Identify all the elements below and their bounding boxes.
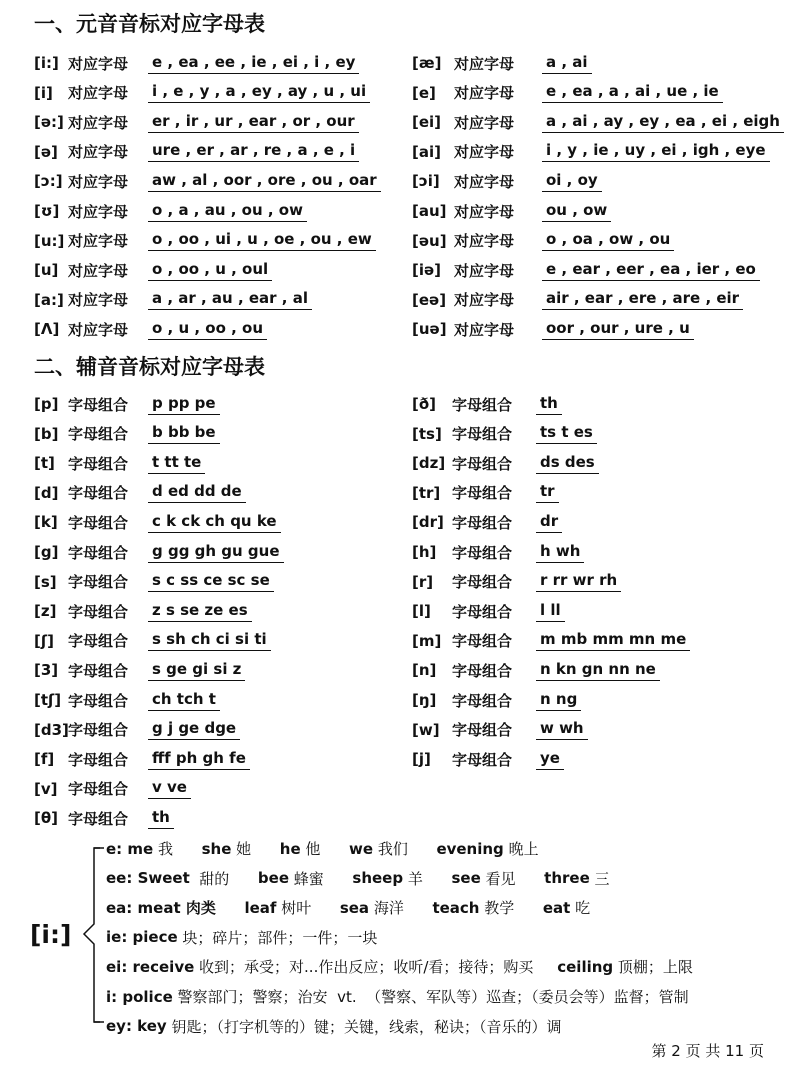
vowel-left-row xyxy=(34,167,381,195)
label: 字母组合 xyxy=(452,513,513,532)
example-word: ey: key xyxy=(106,1017,167,1036)
example-word: e: me xyxy=(106,839,154,858)
example-brace xyxy=(70,836,110,1036)
label: 对应字母 xyxy=(68,172,129,191)
phoneme: [p] xyxy=(34,395,59,413)
example-word: ei: receive xyxy=(106,957,195,976)
letter-combos: n ng xyxy=(536,690,581,711)
letter-combos: o , a , au , ou , ow xyxy=(148,201,307,222)
phoneme: [u] xyxy=(34,261,59,280)
example-meaning: 树叶 xyxy=(276,899,340,918)
example-word: ie: piece xyxy=(106,928,178,947)
example-word: leaf xyxy=(244,898,277,917)
label: 对应字母 xyxy=(68,143,129,162)
example-meaning: 我们 xyxy=(373,840,437,858)
letter-combos: ds des xyxy=(536,453,599,474)
consonant-right-row xyxy=(412,656,660,684)
letter-combos: p pp pe xyxy=(148,394,220,415)
label: 字母组合 xyxy=(452,395,513,414)
label: 字母组合 xyxy=(452,573,513,592)
vowel-right-row xyxy=(412,315,694,343)
example-word: three xyxy=(544,869,590,888)
phoneme: [3] xyxy=(34,661,59,680)
letter-combos: air , ear , ere , are , eir xyxy=(542,289,743,310)
letter-combos: s sh ch ci si ti xyxy=(148,630,271,651)
label: 对应字母 xyxy=(68,202,129,221)
consonant-left-row xyxy=(34,538,284,566)
label: 对应字母 xyxy=(454,261,515,280)
letter-combos: w wh xyxy=(536,719,588,740)
phoneme: [au] xyxy=(412,202,447,220)
letter-combos: i , y , ie , uy , ei , igh , eye xyxy=(542,141,770,162)
vowel-right-row xyxy=(412,286,743,314)
letter-combos: c k ck ch qu ke xyxy=(148,512,281,533)
consonant-left-row xyxy=(34,420,220,448)
label: 对应字母 xyxy=(68,113,129,132)
consonant-left-row xyxy=(34,508,281,536)
phoneme: [a:] xyxy=(34,290,64,309)
phoneme: [tr] xyxy=(412,483,441,502)
vowel-right-row xyxy=(412,256,760,284)
phoneme: [z] xyxy=(34,602,57,621)
consonant-right-row xyxy=(412,686,581,714)
example-meaning xyxy=(216,899,245,917)
label: 字母组合 xyxy=(68,661,129,680)
label: 字母组合 xyxy=(68,573,129,592)
label: 字母组合 xyxy=(68,632,129,651)
phoneme: [θ] xyxy=(34,809,59,828)
letter-combos: ou , ow xyxy=(542,201,611,222)
label: 字母组合 xyxy=(68,809,129,828)
label: 对应字母 xyxy=(454,84,515,103)
phoneme: [ai] xyxy=(412,142,441,161)
vowel-right-row xyxy=(412,79,723,107)
example-meaning: 吃 xyxy=(570,899,591,918)
letter-combos: n kn gn nn ne xyxy=(536,660,660,681)
consonant-right-row xyxy=(412,449,599,477)
vowel-left-row xyxy=(34,286,312,314)
letter-combos: a , ai xyxy=(542,53,592,74)
vowel-left-row xyxy=(34,315,267,343)
example-meaning: 顶棚；上限 xyxy=(613,958,693,977)
label: 字母组合 xyxy=(68,780,129,799)
example-meaning: 她 xyxy=(231,840,280,858)
label: 字母组合 xyxy=(452,750,513,769)
example-meaning: 钥匙；（打字机等的）键；关键，线索，秘诀；（音乐的）调 xyxy=(166,1017,562,1036)
label: 字母组合 xyxy=(452,543,513,562)
letter-combos: fff ph gh fe xyxy=(148,749,250,770)
phoneme: [i:] xyxy=(34,54,59,72)
label: 字母组合 xyxy=(452,691,513,710)
phoneme: [j] xyxy=(412,750,431,769)
example-word: we xyxy=(349,839,374,858)
example-word: she xyxy=(201,839,232,858)
letter-combos: e , ea , a , ai , ue , ie xyxy=(542,82,723,103)
phoneme: [t] xyxy=(34,454,55,473)
phoneme: [Λ] xyxy=(34,320,60,339)
example-meaning: 甜的 xyxy=(189,869,258,888)
phoneme: [m] xyxy=(412,631,442,650)
example-line xyxy=(106,864,610,893)
letter-combos: th xyxy=(148,808,174,829)
example-line xyxy=(106,834,539,863)
letter-combos: dr xyxy=(536,512,562,533)
phoneme: [d3] xyxy=(34,720,69,739)
letter-combos: ye xyxy=(536,749,564,770)
letter-combos: o , oo , u , oul xyxy=(148,260,272,281)
label: 对应字母 xyxy=(454,113,515,132)
letter-combos: e , ea , ee , ie , ei , i , ey xyxy=(148,53,359,74)
consonant-left-row xyxy=(34,775,191,803)
letter-combos: tr xyxy=(536,482,559,503)
example-meaning: 教学 xyxy=(479,899,543,918)
label: 字母组合 xyxy=(68,454,129,473)
vowel-left-row xyxy=(34,197,307,225)
letter-combos: er , ir , ur , ear , or , our xyxy=(148,112,359,133)
vowel-right-row xyxy=(412,227,674,255)
phoneme: [b] xyxy=(34,424,59,443)
label: 对应字母 xyxy=(68,320,129,339)
phoneme: [v] xyxy=(34,779,58,798)
phoneme: [ɔi] xyxy=(412,172,440,191)
example-word: teach xyxy=(432,898,480,917)
example-meaning: 蜂蜜 xyxy=(289,869,353,888)
letter-combos: d ed dd de xyxy=(148,482,246,503)
label: 字母组合 xyxy=(68,513,129,532)
example-meaning: 我 xyxy=(153,840,202,858)
example-word: ceiling xyxy=(557,957,614,976)
letter-combos: oor , our , ure , u xyxy=(542,319,694,340)
phoneme: [ŋ] xyxy=(412,691,437,709)
vowel-left-row xyxy=(34,227,376,255)
letter-combos: m mb mm mn me xyxy=(536,630,690,651)
example-line xyxy=(106,893,590,922)
vowel-right-row xyxy=(412,138,770,166)
consonant-right-row xyxy=(412,479,559,507)
label: 字母组合 xyxy=(68,602,129,621)
label: 字母组合 xyxy=(452,454,513,473)
label: 对应字母 xyxy=(454,172,515,191)
label: 对应字母 xyxy=(454,320,515,339)
letter-combos: z s se ze es xyxy=(148,601,252,622)
consonant-right-row xyxy=(412,568,621,596)
phoneme: [n] xyxy=(412,661,437,680)
letter-combos: o , oo , ui , u , oe , ou , ew xyxy=(148,230,376,251)
section2-title: 二、辅音音标对应字母表 xyxy=(34,355,265,379)
label: 对应字母 xyxy=(454,202,515,221)
example-meaning: 三 xyxy=(589,869,610,888)
example-line xyxy=(106,952,693,981)
letter-combos: s c ss ce sc se xyxy=(148,571,274,592)
example-meaning: 羊 xyxy=(403,869,452,888)
label: 字母组合 xyxy=(452,602,513,621)
label: 字母组合 xyxy=(68,691,129,710)
letter-combos: th xyxy=(536,394,562,415)
example-line xyxy=(106,923,377,952)
example-word: sea xyxy=(339,898,370,917)
vowel-left-row xyxy=(34,138,359,166)
phoneme: [dz] xyxy=(412,454,446,473)
vowel-right-row xyxy=(412,108,784,136)
phoneme: [ð] xyxy=(412,395,437,413)
letter-combos: i , e , y , a , ey , ay , u , ui xyxy=(148,82,370,103)
label: 字母组合 xyxy=(68,750,129,769)
example-word: he xyxy=(279,839,301,858)
phoneme: [s] xyxy=(34,572,57,591)
label: 对应字母 xyxy=(68,54,129,73)
vowel-left-row xyxy=(34,49,359,77)
phoneme: [ei] xyxy=(412,113,442,132)
example-meaning: 警察部门；警察；治安 vt. （警察、军队等）巡查；（委员会等）监督；管制 xyxy=(172,988,689,1006)
label: 对应字母 xyxy=(68,291,129,310)
consonant-left-row xyxy=(34,716,240,744)
phoneme: [f] xyxy=(34,750,55,769)
example-word: ee: Sweet xyxy=(106,869,190,888)
consonant-left-row xyxy=(34,804,174,832)
consonant-right-row xyxy=(412,390,562,418)
phoneme: [h] xyxy=(412,543,437,561)
phoneme: [ə] xyxy=(34,142,58,161)
phoneme: [ʊ] xyxy=(34,202,60,220)
vowel-left-row xyxy=(34,256,272,284)
example-word: see xyxy=(451,869,481,888)
letter-combos: a , ar , au , ear , al xyxy=(148,289,312,310)
example-meaning: 他 xyxy=(300,840,350,858)
vowel-left-row xyxy=(34,108,359,136)
label: 字母组合 xyxy=(68,543,129,562)
label: 字母组合 xyxy=(452,661,513,680)
letter-combos: oi , oy xyxy=(542,171,602,192)
phoneme: [ts] xyxy=(412,424,442,443)
label: 字母组合 xyxy=(68,721,129,740)
phoneme: [k] xyxy=(34,513,58,532)
letter-combos: ch tch t xyxy=(148,690,220,711)
example-phoneme: [i:] xyxy=(30,920,72,949)
letter-combos: b bb be xyxy=(148,423,220,444)
consonant-left-row xyxy=(34,656,245,684)
phoneme: [d] xyxy=(34,483,59,502)
phoneme: [ʃ] xyxy=(34,631,54,650)
example-meaning: 块；碎片；部件；一件；一块 xyxy=(177,928,378,947)
consonant-left-row xyxy=(34,686,220,714)
consonant-right-row xyxy=(412,745,564,773)
letter-combos: a , ai , ay , ey , ea , ei , eigh xyxy=(542,112,784,133)
phoneme: [æ] xyxy=(412,54,442,72)
label: 字母组合 xyxy=(452,484,513,503)
phoneme: [dr] xyxy=(412,513,444,532)
consonant-right-row xyxy=(412,538,584,566)
example-line xyxy=(106,982,689,1011)
label: 字母组合 xyxy=(452,721,513,740)
example-line xyxy=(106,1012,561,1041)
phoneme: [u:] xyxy=(34,231,65,250)
phoneme: [e] xyxy=(412,83,436,102)
example-meaning: 海洋 xyxy=(369,899,433,918)
consonant-left-row xyxy=(34,597,252,625)
example-word: i: police xyxy=(106,987,173,1006)
example-word: bee xyxy=(257,869,289,888)
consonant-right-row xyxy=(412,627,690,655)
phoneme: [w] xyxy=(412,720,440,739)
label: 字母组合 xyxy=(452,425,513,444)
letter-combos: o , u , oo , ou xyxy=(148,319,267,340)
page-footer: 第 2 页 共 11 页 xyxy=(651,1042,764,1060)
vowel-left-row xyxy=(34,79,370,107)
letter-combos: g gg gh gu gue xyxy=(148,542,284,563)
label: 对应字母 xyxy=(68,232,129,251)
letter-combos: ts t es xyxy=(536,423,597,444)
vowel-right-row xyxy=(412,197,611,225)
letter-combos: ure , er , ar , re , a , e , i xyxy=(148,141,359,162)
consonant-left-row xyxy=(34,449,205,477)
example-meaning: 收到；承受；对...作出反应；收听/看；接待；购买 xyxy=(194,958,558,977)
letter-combos: r rr wr rh xyxy=(536,571,621,592)
example-word: ea: meat 肉类 xyxy=(106,899,216,918)
consonant-left-row xyxy=(34,390,220,418)
example-meaning: 晚上 xyxy=(503,840,539,858)
consonant-left-row xyxy=(34,568,274,596)
phoneme: [əu] xyxy=(412,231,447,250)
label: 对应字母 xyxy=(68,261,129,280)
phoneme: [ə:] xyxy=(34,113,64,132)
consonant-right-row xyxy=(412,420,597,448)
phoneme: [ɔ:] xyxy=(34,172,63,191)
phoneme: [tʃ] xyxy=(34,691,62,709)
phoneme: [eə] xyxy=(412,290,447,309)
phoneme: [l] xyxy=(412,602,431,621)
letter-combos: aw , al , oor , ore , ou , oar xyxy=(148,171,381,192)
example-word: eat xyxy=(542,898,571,917)
letter-combos: o , oa , ow , ou xyxy=(542,230,674,251)
phoneme: [i] xyxy=(34,83,53,102)
label: 对应字母 xyxy=(454,291,515,310)
vowel-right-row xyxy=(412,167,602,195)
phoneme: [g] xyxy=(34,543,59,561)
label: 字母组合 xyxy=(452,632,513,651)
label: 对应字母 xyxy=(68,84,129,103)
example-meaning: 看见 xyxy=(480,869,545,888)
letter-combos: t tt te xyxy=(148,453,205,474)
letter-combos: h wh xyxy=(536,542,584,563)
phoneme: [r] xyxy=(412,572,434,591)
letter-combos: g j ge dge xyxy=(148,719,240,740)
example-word: evening xyxy=(436,839,504,858)
label: 对应字母 xyxy=(454,232,515,251)
label: 对应字母 xyxy=(454,54,515,73)
consonant-left-row xyxy=(34,479,246,507)
label: 字母组合 xyxy=(68,395,129,414)
consonant-right-row xyxy=(412,597,565,625)
vowel-right-row xyxy=(412,49,592,77)
letter-combos: e , ear , eer , ea , ier , eo xyxy=(542,260,760,281)
example-word: sheep xyxy=(352,869,404,888)
consonant-left-row xyxy=(34,745,250,773)
label: 字母组合 xyxy=(68,484,129,503)
letter-combos: v ve xyxy=(148,778,191,799)
phoneme: [iə] xyxy=(412,261,442,280)
consonant-left-row xyxy=(34,627,271,655)
letter-combos: l ll xyxy=(536,601,565,622)
phoneme: [uə] xyxy=(412,320,447,339)
letter-combos: s ge gi si z xyxy=(148,660,245,681)
consonant-right-row xyxy=(412,508,562,536)
label: 对应字母 xyxy=(454,143,515,162)
label: 字母组合 xyxy=(68,425,129,444)
consonant-right-row xyxy=(412,716,588,744)
section1-title: 一、元音音标对应字母表 xyxy=(34,12,265,36)
